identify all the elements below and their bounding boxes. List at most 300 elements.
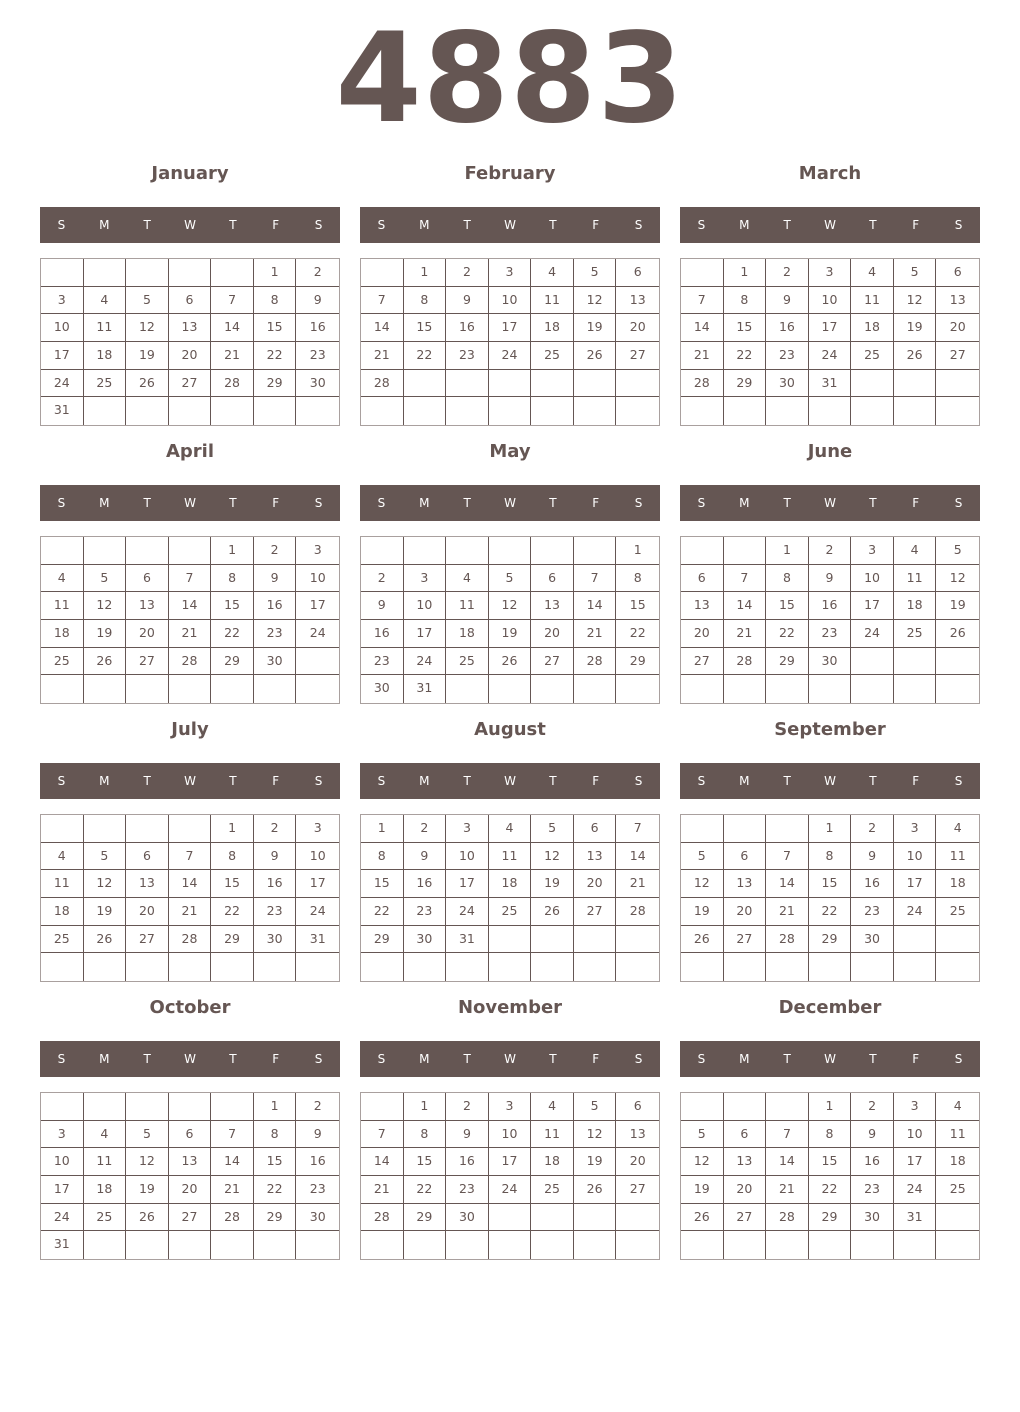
weekday-label: T xyxy=(783,218,791,232)
day-cell: 27 xyxy=(681,648,724,676)
empty-cell xyxy=(616,370,659,398)
empty-cell xyxy=(809,675,852,703)
weekday-label: M xyxy=(99,1052,110,1066)
day-cell: 19 xyxy=(574,314,617,342)
year-title: 4883 xyxy=(335,7,685,151)
day-cell: 16 xyxy=(766,314,809,342)
day-cell: 10 xyxy=(41,1148,84,1176)
day-grid xyxy=(360,536,660,704)
day-cell: 9 xyxy=(361,592,404,620)
weekday-label: T xyxy=(143,774,151,788)
day-grid xyxy=(360,1092,660,1260)
day-grid xyxy=(680,258,980,426)
weekday-label: S xyxy=(377,218,386,232)
day-cell: 7 xyxy=(724,565,767,593)
day-cell: 29 xyxy=(724,370,767,398)
day-cell: 2 xyxy=(851,815,894,843)
day-cell: 10 xyxy=(894,1121,937,1149)
day-cell: 30 xyxy=(851,1204,894,1232)
day-cell: 29 xyxy=(809,926,852,954)
day-cell: 28 xyxy=(724,648,767,676)
empty-cell xyxy=(936,1231,979,1259)
day-cell: 11 xyxy=(41,870,84,898)
day-cell: 6 xyxy=(724,1121,767,1149)
weekday-header xyxy=(360,1041,660,1077)
empty-cell xyxy=(574,537,617,565)
day-cell: 30 xyxy=(254,926,297,954)
weekday-label: W xyxy=(504,218,516,232)
empty-cell xyxy=(84,397,127,425)
weekday-label: W xyxy=(504,774,516,788)
empty-cell xyxy=(446,537,489,565)
empty-cell xyxy=(809,1231,852,1259)
empty-cell xyxy=(574,953,617,981)
day-cell: 24 xyxy=(809,342,852,370)
empty-cell xyxy=(126,815,169,843)
weekday-label: W xyxy=(184,774,196,788)
day-cell: 24 xyxy=(489,342,532,370)
day-cell: 4 xyxy=(489,815,532,843)
weekday-label: F xyxy=(912,218,920,232)
weekday-label: W xyxy=(824,496,836,510)
weekday-header xyxy=(40,485,340,521)
weekday-label: T xyxy=(463,496,471,510)
month-title: February xyxy=(464,163,556,184)
weekday-header xyxy=(680,485,980,521)
day-cell: 11 xyxy=(489,843,532,871)
day-cell: 9 xyxy=(766,287,809,315)
day-cell: 16 xyxy=(851,1148,894,1176)
day-cell: 28 xyxy=(169,648,212,676)
day-cell: 27 xyxy=(724,1204,767,1232)
day-cell: 12 xyxy=(126,314,169,342)
day-cell: 21 xyxy=(616,870,659,898)
day-cell: 19 xyxy=(531,870,574,898)
day-cell: 15 xyxy=(404,1148,447,1176)
day-cell: 8 xyxy=(211,843,254,871)
empty-cell xyxy=(489,370,532,398)
day-cell: 9 xyxy=(809,565,852,593)
day-cell: 23 xyxy=(809,620,852,648)
empty-cell xyxy=(254,397,297,425)
day-cell: 18 xyxy=(84,1176,127,1204)
day-cell: 21 xyxy=(211,1176,254,1204)
day-cell: 13 xyxy=(724,870,767,898)
day-cell: 18 xyxy=(446,620,489,648)
day-cell: 25 xyxy=(41,926,84,954)
empty-cell xyxy=(724,675,767,703)
day-cell: 13 xyxy=(724,1148,767,1176)
weekday-label: T xyxy=(869,774,877,788)
weekday-label: S xyxy=(314,496,323,510)
day-cell: 3 xyxy=(894,815,937,843)
day-cell: 11 xyxy=(41,592,84,620)
empty-cell xyxy=(894,926,937,954)
day-cell: 9 xyxy=(254,843,297,871)
day-cell: 18 xyxy=(41,620,84,648)
day-cell: 25 xyxy=(489,898,532,926)
day-cell: 8 xyxy=(254,287,297,315)
empty-cell xyxy=(446,397,489,425)
empty-cell xyxy=(724,397,767,425)
day-cell: 20 xyxy=(681,620,724,648)
day-cell: 21 xyxy=(724,620,767,648)
day-cell: 16 xyxy=(254,870,297,898)
day-cell: 27 xyxy=(724,926,767,954)
weekday-header xyxy=(40,1041,340,1077)
day-cell: 10 xyxy=(296,843,339,871)
day-cell: 10 xyxy=(851,565,894,593)
day-cell: 1 xyxy=(211,815,254,843)
day-cell: 30 xyxy=(254,648,297,676)
empty-cell xyxy=(936,953,979,981)
day-cell: 23 xyxy=(296,342,339,370)
empty-cell xyxy=(616,1231,659,1259)
day-cell: 21 xyxy=(211,342,254,370)
empty-cell xyxy=(169,1231,212,1259)
day-cell: 19 xyxy=(84,620,127,648)
day-cell: 11 xyxy=(446,592,489,620)
weekday-label: W xyxy=(504,1052,516,1066)
weekday-label: S xyxy=(954,218,963,232)
day-cell: 20 xyxy=(574,870,617,898)
empty-cell xyxy=(531,1204,574,1232)
weekday-label: W xyxy=(184,218,196,232)
day-cell: 23 xyxy=(254,898,297,926)
empty-cell xyxy=(446,1231,489,1259)
day-cell: 2 xyxy=(851,1093,894,1121)
day-cell: 28 xyxy=(211,370,254,398)
empty-cell xyxy=(489,1204,532,1232)
day-cell: 16 xyxy=(446,314,489,342)
empty-cell xyxy=(169,675,212,703)
day-cell: 15 xyxy=(724,314,767,342)
empty-cell xyxy=(851,370,894,398)
day-cell: 13 xyxy=(681,592,724,620)
day-cell: 8 xyxy=(361,843,404,871)
day-cell: 26 xyxy=(84,648,127,676)
empty-cell xyxy=(404,370,447,398)
day-cell: 1 xyxy=(211,537,254,565)
day-cell: 22 xyxy=(211,898,254,926)
empty-cell xyxy=(296,397,339,425)
weekday-label: T xyxy=(463,774,471,788)
empty-cell xyxy=(851,397,894,425)
day-cell: 2 xyxy=(296,259,339,287)
day-cell: 7 xyxy=(169,843,212,871)
day-cell: 6 xyxy=(531,565,574,593)
weekday-label: S xyxy=(954,1052,963,1066)
day-cell: 26 xyxy=(681,926,724,954)
empty-cell xyxy=(169,397,212,425)
empty-cell xyxy=(809,953,852,981)
day-cell: 2 xyxy=(404,815,447,843)
day-cell: 20 xyxy=(724,898,767,926)
day-cell: 17 xyxy=(809,314,852,342)
day-cell: 25 xyxy=(936,898,979,926)
day-cell: 12 xyxy=(681,1148,724,1176)
weekday-label: S xyxy=(697,496,706,510)
day-cell: 12 xyxy=(574,1121,617,1149)
day-cell: 16 xyxy=(296,314,339,342)
day-cell: 10 xyxy=(296,565,339,593)
day-cell: 11 xyxy=(894,565,937,593)
day-cell: 9 xyxy=(296,287,339,315)
empty-cell xyxy=(84,815,127,843)
day-cell: 27 xyxy=(616,1176,659,1204)
empty-cell xyxy=(766,397,809,425)
day-cell: 14 xyxy=(169,870,212,898)
day-cell: 29 xyxy=(766,648,809,676)
day-cell: 21 xyxy=(766,1176,809,1204)
day-cell: 5 xyxy=(84,565,127,593)
day-cell: 5 xyxy=(574,1093,617,1121)
day-cell: 18 xyxy=(894,592,937,620)
empty-cell xyxy=(361,537,404,565)
day-cell: 16 xyxy=(809,592,852,620)
day-cell: 7 xyxy=(211,287,254,315)
weekday-label: S xyxy=(954,496,963,510)
empty-cell xyxy=(84,537,127,565)
day-cell: 14 xyxy=(361,314,404,342)
day-cell: 10 xyxy=(894,843,937,871)
day-cell: 4 xyxy=(41,843,84,871)
day-cell: 15 xyxy=(211,870,254,898)
weekday-header xyxy=(360,485,660,521)
day-cell: 6 xyxy=(169,1121,212,1149)
day-cell: 2 xyxy=(361,565,404,593)
day-cell: 18 xyxy=(936,1148,979,1176)
day-cell: 9 xyxy=(851,843,894,871)
day-cell: 25 xyxy=(84,1204,127,1232)
day-cell: 9 xyxy=(254,565,297,593)
empty-cell xyxy=(766,675,809,703)
empty-cell xyxy=(574,1204,617,1232)
day-cell: 1 xyxy=(404,259,447,287)
day-cell: 13 xyxy=(574,843,617,871)
day-cell: 6 xyxy=(724,843,767,871)
day-cell: 10 xyxy=(41,314,84,342)
day-cell: 17 xyxy=(41,1176,84,1204)
day-cell: 15 xyxy=(211,592,254,620)
weekday-label: M xyxy=(99,496,110,510)
day-cell: 29 xyxy=(211,648,254,676)
day-cell: 7 xyxy=(211,1121,254,1149)
day-cell: 4 xyxy=(894,537,937,565)
weekday-label: T xyxy=(783,774,791,788)
day-cell: 13 xyxy=(169,314,212,342)
day-cell: 15 xyxy=(809,870,852,898)
day-cell: 6 xyxy=(936,259,979,287)
day-cell: 23 xyxy=(404,898,447,926)
day-cell: 23 xyxy=(446,342,489,370)
empty-cell xyxy=(404,953,447,981)
empty-cell xyxy=(126,1093,169,1121)
day-cell: 23 xyxy=(361,648,404,676)
weekday-label: W xyxy=(824,1052,836,1066)
day-cell: 18 xyxy=(41,898,84,926)
empty-cell xyxy=(169,815,212,843)
day-cell: 10 xyxy=(489,287,532,315)
empty-cell xyxy=(169,537,212,565)
weekday-label: F xyxy=(912,496,920,510)
day-grid xyxy=(40,258,340,426)
weekday-label: T xyxy=(549,1052,557,1066)
day-cell: 4 xyxy=(531,1093,574,1121)
day-cell: 4 xyxy=(446,565,489,593)
empty-cell xyxy=(894,648,937,676)
empty-cell xyxy=(169,259,212,287)
day-cell: 2 xyxy=(446,1093,489,1121)
day-cell: 11 xyxy=(936,843,979,871)
weekday-label: S xyxy=(697,218,706,232)
day-cell: 13 xyxy=(126,592,169,620)
day-cell: 8 xyxy=(404,287,447,315)
empty-cell xyxy=(41,815,84,843)
day-cell: 27 xyxy=(169,1204,212,1232)
day-cell: 25 xyxy=(84,370,127,398)
day-cell: 26 xyxy=(84,926,127,954)
empty-cell xyxy=(936,1204,979,1232)
day-cell: 13 xyxy=(126,870,169,898)
empty-cell xyxy=(851,675,894,703)
day-cell: 3 xyxy=(41,1121,84,1149)
day-cell: 11 xyxy=(531,287,574,315)
day-cell: 7 xyxy=(169,565,212,593)
empty-cell xyxy=(531,675,574,703)
empty-cell xyxy=(894,675,937,703)
day-cell: 11 xyxy=(531,1121,574,1149)
day-cell: 7 xyxy=(766,843,809,871)
day-cell: 20 xyxy=(169,342,212,370)
day-cell: 16 xyxy=(254,592,297,620)
empty-cell xyxy=(41,1093,84,1121)
day-cell: 1 xyxy=(361,815,404,843)
empty-cell xyxy=(211,675,254,703)
empty-cell xyxy=(724,815,767,843)
empty-cell xyxy=(126,953,169,981)
empty-cell xyxy=(361,259,404,287)
day-cell: 25 xyxy=(894,620,937,648)
weekday-label: F xyxy=(912,1052,920,1066)
weekday-label: W xyxy=(184,496,196,510)
day-cell: 24 xyxy=(41,1204,84,1232)
month-title: August xyxy=(474,719,546,740)
day-cell: 20 xyxy=(531,620,574,648)
empty-cell xyxy=(681,815,724,843)
day-cell: 25 xyxy=(531,342,574,370)
empty-cell xyxy=(84,1093,127,1121)
empty-cell xyxy=(126,675,169,703)
empty-cell xyxy=(84,953,127,981)
day-grid xyxy=(40,1092,340,1260)
day-cell: 31 xyxy=(296,926,339,954)
day-cell: 3 xyxy=(489,1093,532,1121)
empty-cell xyxy=(361,1093,404,1121)
empty-cell xyxy=(41,675,84,703)
weekday-header xyxy=(40,207,340,243)
day-cell: 26 xyxy=(894,342,937,370)
weekday-label: T xyxy=(143,496,151,510)
day-cell: 8 xyxy=(404,1121,447,1149)
empty-cell xyxy=(936,926,979,954)
empty-cell xyxy=(169,1093,212,1121)
day-cell: 25 xyxy=(851,342,894,370)
day-cell: 21 xyxy=(574,620,617,648)
day-cell: 12 xyxy=(681,870,724,898)
weekday-label: W xyxy=(824,218,836,232)
empty-cell xyxy=(296,1231,339,1259)
weekday-label: T xyxy=(463,218,471,232)
day-cell: 27 xyxy=(126,926,169,954)
empty-cell xyxy=(446,675,489,703)
day-grid xyxy=(680,536,980,704)
day-cell: 27 xyxy=(169,370,212,398)
day-cell: 22 xyxy=(404,342,447,370)
empty-cell xyxy=(574,675,617,703)
day-cell: 10 xyxy=(809,287,852,315)
month-title: September xyxy=(774,719,886,740)
empty-cell xyxy=(41,537,84,565)
day-cell: 15 xyxy=(809,1148,852,1176)
day-cell: 19 xyxy=(126,342,169,370)
day-cell: 14 xyxy=(574,592,617,620)
day-cell: 28 xyxy=(169,926,212,954)
day-cell: 26 xyxy=(574,342,617,370)
day-cell: 17 xyxy=(296,870,339,898)
day-cell: 4 xyxy=(936,815,979,843)
day-cell: 14 xyxy=(766,870,809,898)
weekday-label: M xyxy=(739,1052,750,1066)
day-cell: 1 xyxy=(809,1093,852,1121)
empty-cell xyxy=(894,397,937,425)
empty-cell xyxy=(616,953,659,981)
empty-cell xyxy=(211,953,254,981)
month-title: July xyxy=(171,719,209,740)
weekday-label: S xyxy=(377,496,386,510)
day-cell: 2 xyxy=(446,259,489,287)
day-cell: 19 xyxy=(681,898,724,926)
weekday-label: F xyxy=(592,1052,600,1066)
day-cell: 16 xyxy=(851,870,894,898)
weekday-label: T xyxy=(869,218,877,232)
day-cell: 14 xyxy=(211,1148,254,1176)
day-cell: 19 xyxy=(936,592,979,620)
weekday-label: F xyxy=(272,496,280,510)
weekday-label: F xyxy=(272,774,280,788)
day-cell: 16 xyxy=(361,620,404,648)
weekday-header xyxy=(680,207,980,243)
day-cell: 10 xyxy=(489,1121,532,1149)
day-cell: 3 xyxy=(296,537,339,565)
day-cell: 6 xyxy=(169,287,212,315)
day-cell: 27 xyxy=(574,898,617,926)
empty-cell xyxy=(531,397,574,425)
empty-cell xyxy=(404,537,447,565)
empty-cell xyxy=(936,370,979,398)
day-cell: 30 xyxy=(296,1204,339,1232)
day-cell: 5 xyxy=(531,815,574,843)
day-cell: 5 xyxy=(126,287,169,315)
day-cell: 18 xyxy=(489,870,532,898)
day-cell: 6 xyxy=(681,565,724,593)
day-cell: 23 xyxy=(766,342,809,370)
day-cell: 28 xyxy=(766,926,809,954)
day-cell: 22 xyxy=(254,342,297,370)
empty-cell xyxy=(489,953,532,981)
day-cell: 8 xyxy=(809,1121,852,1149)
weekday-label: S xyxy=(954,774,963,788)
